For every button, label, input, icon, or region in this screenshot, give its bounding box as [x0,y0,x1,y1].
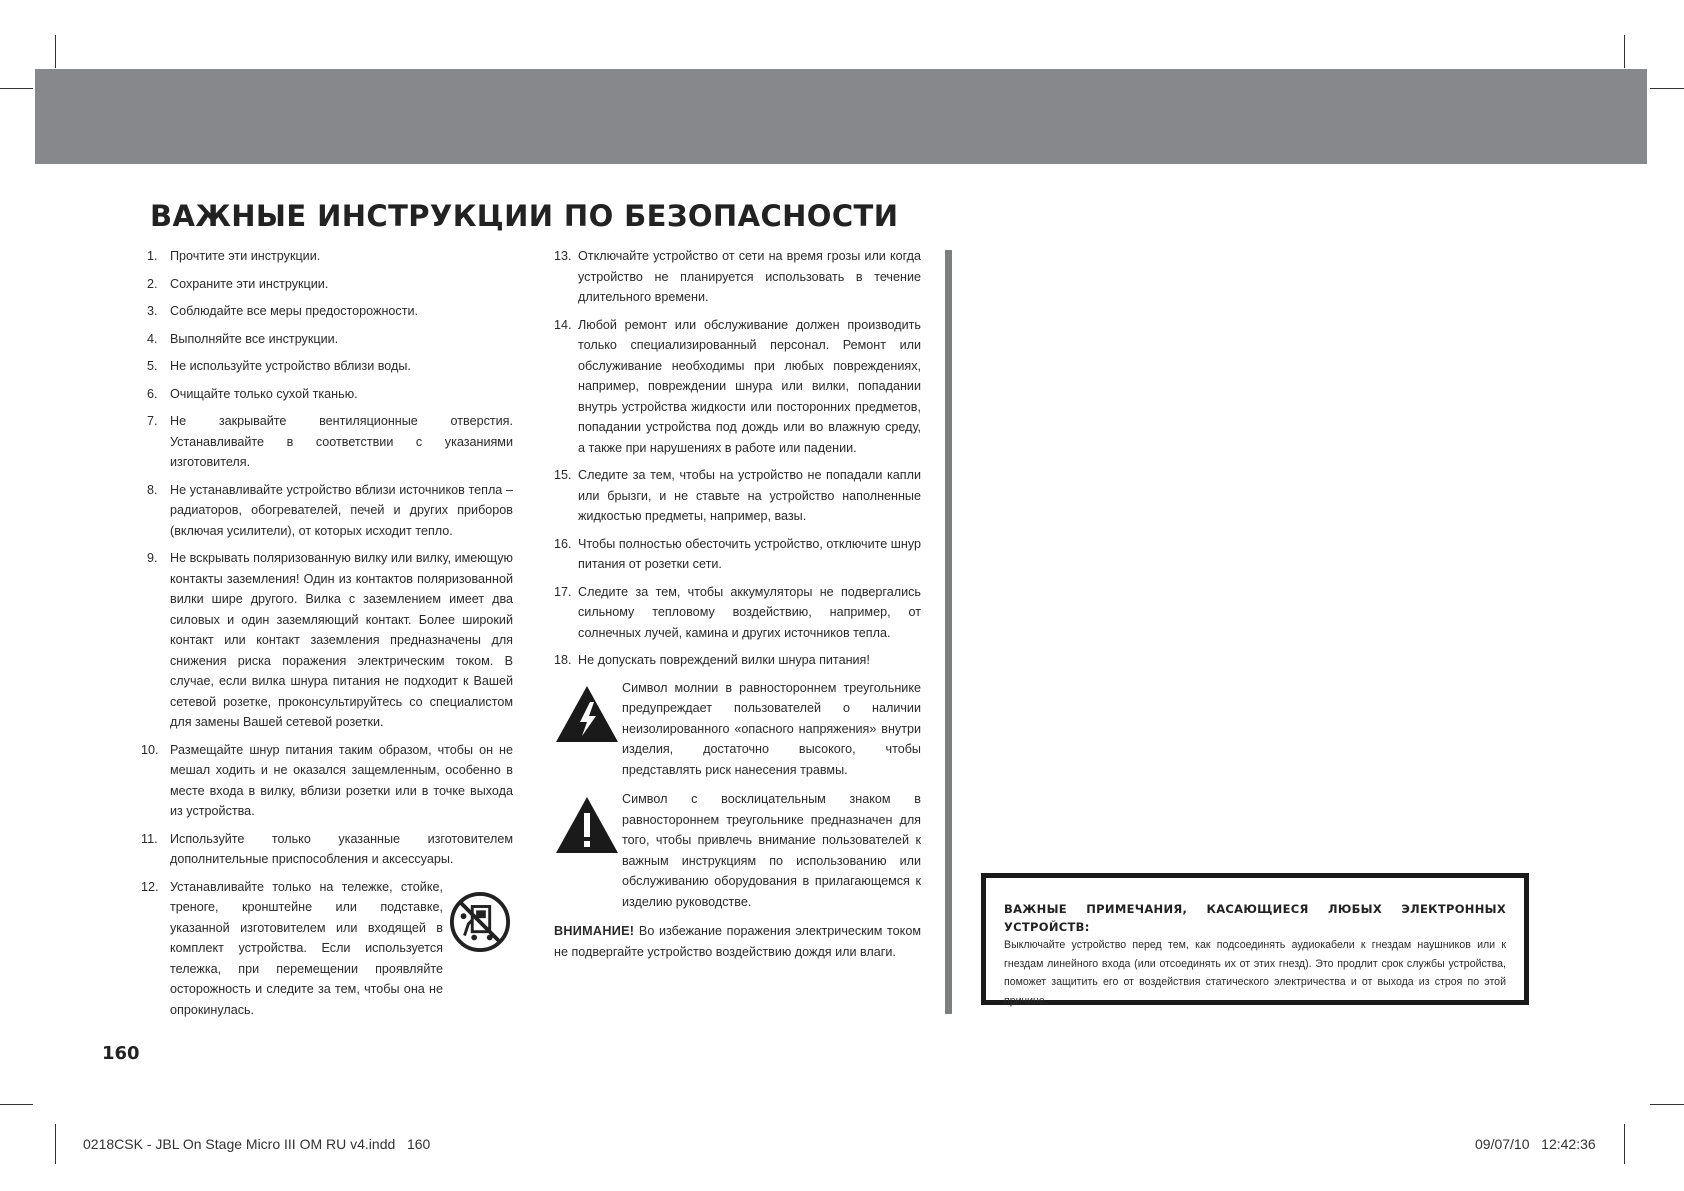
list-item: 10. Размещайте шнур питания таким образом, чтобы он не мешал ходить и не оказался защемленным, особенно в месте входа в вилку, вблизи розетки или в точке выхода из устройства. [141,742,513,818]
footer-file-info: 0218CSK - JBL On Stage Micro III OM RU v4.indd 160 [83,1136,431,1152]
page-title: ВАЖНЫЕ ИНСТРУКЦИИ ПО БЕЗОПАСНОСТИ [150,199,899,233]
important-notes-box [981,873,1529,1005]
list-item: 15. Следите за тем, чтобы на устройство не попадали капли или брызги, и не ставьте на устройство наполненные жидкостью предметы, например, вазы. [554,468,921,523]
crop-mark [1650,1104,1684,1105]
footer-datetime: 09/07/10 12:42:36 [1475,1136,1596,1152]
list-item: 7. Не закрывайте вентиляционные отверстия. Устанавливайте в соответствии с указаниями изготовителя. [147,414,513,469]
list-item: 9. Не вскрывать поляризованную вилку или вилку, имеющую контакты заземления! Один из контактов поляризованной вилки шире другого. Вилка с заземлением имеет два силовых и один заземляющий контакт. Более широкий контакт или контакт заземления предназначены для снижения риска поражения электрическим током. В случае, если вилка шнура питания не подходит к Вашей сетевой розетке, проконсультируйтесь со специалистом для замены Вашей сетевой розетки. [147,551,513,729]
header-band [35,69,1647,164]
instructions-list-left [141,246,513,1027]
warning-text: Во избежание поражения электрическим током не подвергайте устройство воздействию дождя или влаги. [554,924,921,959]
notes-heading: ВАЖНЫЕ ПРИМЕЧАНИЯ, КАСАЮЩИЕСЯ ЛЮБЫХ ЭЛЕКТРОННЫХ УСТРОЙСТВ: [1004,902,1506,934]
list-item: 6. Очищайте только сухой тканью. [147,386,358,401]
list-item: 18. Не допускать повреждений вилки шнура питания! [554,653,870,667]
crop-mark [55,35,56,68]
list-item: 13. Отключайте устройство от сети на время грозы или когда устройство не планируется использовать в течение длительного времени. [554,249,921,304]
notes-text: Выключайте устройство перед тем, как подсоединять аудиокабели к гнездам наушников или к гнездам линейного входа (или отсоединять их от этих гнезд). Это продлит срок службы устройства, поможет защитить его от воздействия статического электричества и от выхода из строя по этой причине. [1004,939,1506,1007]
list-item: 5. Не используйте устройство вблизи воды. [147,359,411,373]
lightning-warning-icon [554,684,620,744]
list-item: 11. Используйте только указанные изготовителем дополнительные приспособления и аксессуары. [141,831,513,866]
list-item: 1. Прочтите эти инструкции. [147,249,321,263]
list-item: 3. Соблюдайте все меры предосторожности. [147,304,419,318]
crop-mark [1624,35,1625,68]
crop-mark [1624,1124,1625,1164]
exclamation-symbol-block [554,789,921,912]
crop-mark [0,1104,33,1105]
lightning-symbol-text: Символ молнии в равностороннем треугольнике предупреждает пользователей о наличии неизолированного «опасного напряжения» внутри изделия, достаточно высокого, чтобы представлять риск нанесения травмы. [622,680,921,777]
list-item: 12. Устанавливайте только на тележке, стойке, треноге, кронштейне или подставке, указанной изготовителем или входящей в комплект устройства. Если используется тележка, при перемещении проявляйте осторожность и следите за тем, чтобы она не опрокинулась. [147,877,513,1021]
cart-tipover-warning-icon [449,891,511,953]
list-item: 4. Выполняйте все инструкции. [147,331,339,346]
symbol-cell [554,678,622,781]
crop-mark [55,1124,56,1164]
list-item: 16. Чтобы полностью обесточить устройство, отключите шнур питания от розетки сети. [554,536,921,571]
crop-mark [0,88,33,89]
list-item: 2. Сохраните эти инструкции. [147,276,329,291]
list-item: 17. Следите за тем, чтобы аккумуляторы не подвергались сильному тепловому воздействию, например, от солнечных лучей, камина и других источников тепла. [554,584,921,640]
column-divider [945,250,952,1014]
exclamation-warning-icon [554,795,620,855]
instructions-list-right [554,246,921,962]
symbol-cell [554,789,622,912]
exclamation-symbol-text: Символ с восклицательным знаком в равностороннем треугольнике предназначен для того, чтобы привлечь внимание пользователей к важным инструкциям по использованию или обслуживанию оборудования в прилагающемся к изделию руководстве. [622,792,921,909]
warning-paragraph [554,921,921,962]
list-item: 14. Любой ремонт или обслуживание должен производить только специализированный персонал. Ремонт или обслуживание необходимы при любых повреждениях, например, повреждении шнура или вилки, попадании внутрь устройства жидкости или посторонних предметов, попадании устройства под дождь или во влажную среду, а также при нарушениях в работе или падении. [554,317,921,455]
crop-mark [1650,88,1684,89]
list-item: 8. Не устанавливайте устройство вблизи источников тепла – радиаторов, обогревателей, печей и других приборов (включая усилители), от которых исходит тепло. [147,482,513,538]
warning-label: ВНИМАНИЕ! [554,924,635,938]
numbered-list [554,246,921,671]
lightning-symbol-block [554,678,921,781]
page-number: 160 [102,1043,140,1064]
